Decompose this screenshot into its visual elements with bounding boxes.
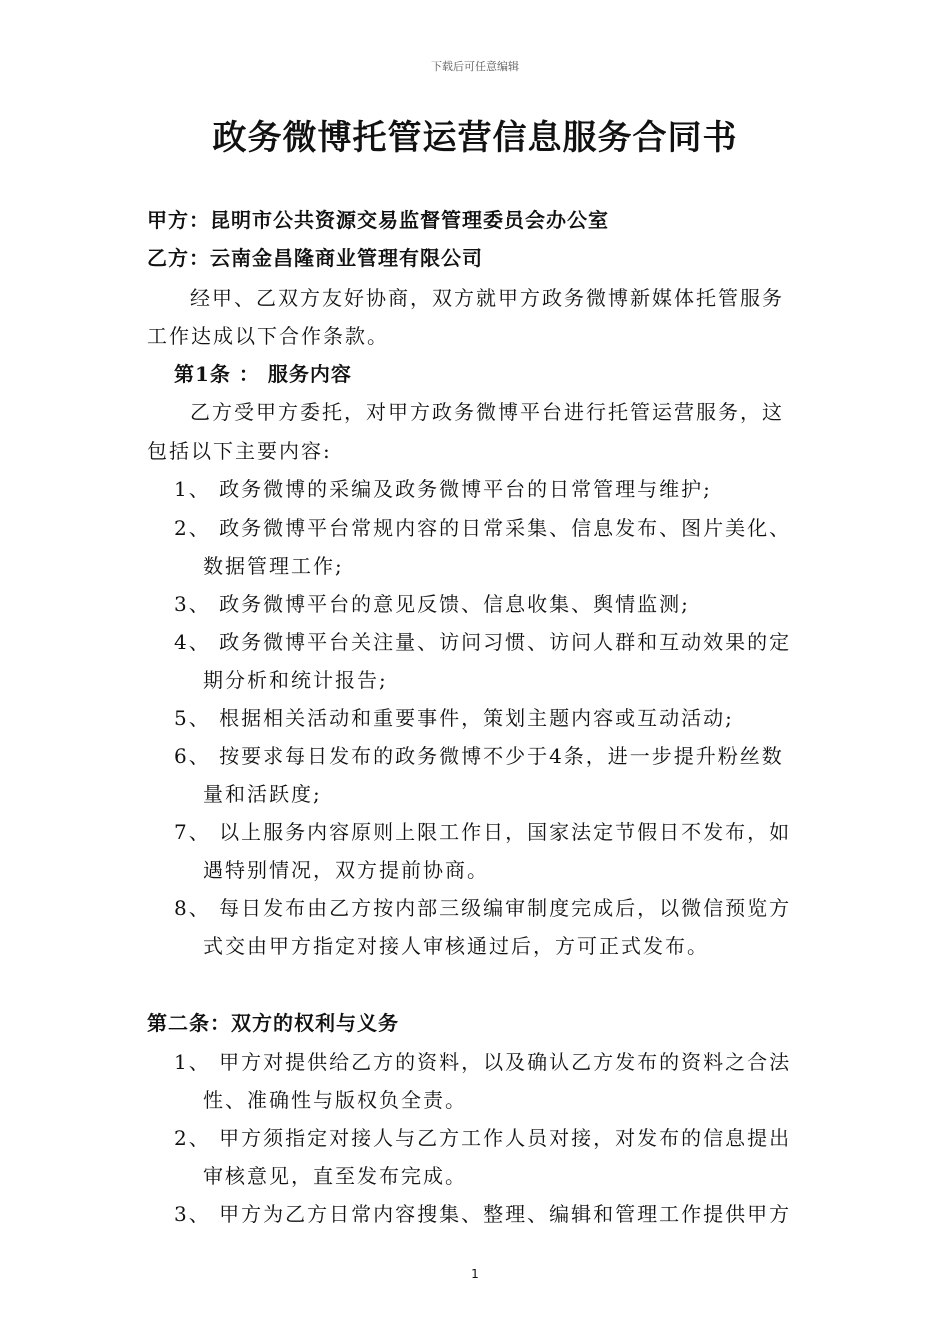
- article1-item-6: 6、 按要求每日发布的政务微博不少于4条，进一步提升粉丝数: [174, 744, 784, 768]
- article1-item-1: 1、 政务微博的采编及政务微博平台的日常管理与维护;: [174, 477, 712, 501]
- article1-item-5: 5、 根据相关活动和重要事件，策划主题内容或互动活动;: [174, 706, 734, 730]
- article1-item-4-cont: 期分析和统计报告;: [203, 668, 388, 692]
- article2-heading: 第二条：双方的权利与义务: [147, 1011, 399, 1035]
- article1-item-7-cont: 遇特别情况，双方提前协商。: [203, 858, 489, 882]
- page-number: 1: [471, 1267, 479, 1281]
- article1-item-2-cont: 数据管理工作;: [203, 554, 344, 578]
- party-a: 甲方：昆明市公共资源交易监督管理委员会办公室: [147, 208, 609, 232]
- article1-heading: 第1条 ： 服务内容: [174, 362, 352, 386]
- article1-item-2: 2、 政务微博平台常规内容的日常采集、信息发布、图片美化、: [174, 516, 792, 540]
- header-note: 下载后可任意编辑: [431, 60, 519, 73]
- article2-item-1: 1、 甲方对提供给乙方的资料，以及确认乙方发布的资料之合法: [174, 1050, 792, 1074]
- article1-item-8: 8、 每日发布由乙方按内部三级编审制度完成后，以微信预览方: [174, 896, 792, 920]
- intro-line-1: 经甲、乙双方友好协商，双方就甲方政务微博新媒体托管服务: [190, 286, 784, 310]
- article1-intro-line-2: 包括以下主要内容:: [147, 439, 332, 463]
- article1-intro-line-1: 乙方受甲方委托，对甲方政务微博平台进行托管运营服务，这: [190, 400, 784, 424]
- intro-line-2: 工作达成以下合作条款。: [147, 324, 389, 348]
- article2-item-2: 2、 甲方须指定对接人与乙方工作人员对接，对发布的信息提出: [174, 1126, 792, 1150]
- article1-item-4: 4、 政务微博平台关注量、访问习惯、访问人群和互动效果的定: [174, 630, 792, 654]
- document-title: 政务微博托管运营信息服务合同书: [212, 118, 738, 158]
- article1-item-7: 7、 以上服务内容原则上限工作日，国家法定节假日不发布，如: [174, 820, 792, 844]
- article2-item-2-cont: 审核意见，直至发布完成。: [203, 1164, 467, 1188]
- article1-item-3: 3、 政务微博平台的意见反馈、信息收集、舆情监测;: [174, 592, 690, 616]
- article1-item-8-cont: 式交由甲方指定对接人审核通过后，方可正式发布。: [203, 934, 709, 958]
- article2-item-1-cont: 性、准确性与版权负全责。: [203, 1088, 467, 1112]
- article2-item-3: 3、 甲方为乙方日常内容搜集、整理、编辑和管理工作提供甲方: [174, 1202, 792, 1226]
- party-b: 乙方：云南金昌隆商业管理有限公司: [147, 246, 483, 270]
- article1-item-6-cont: 量和活跃度;: [203, 782, 322, 806]
